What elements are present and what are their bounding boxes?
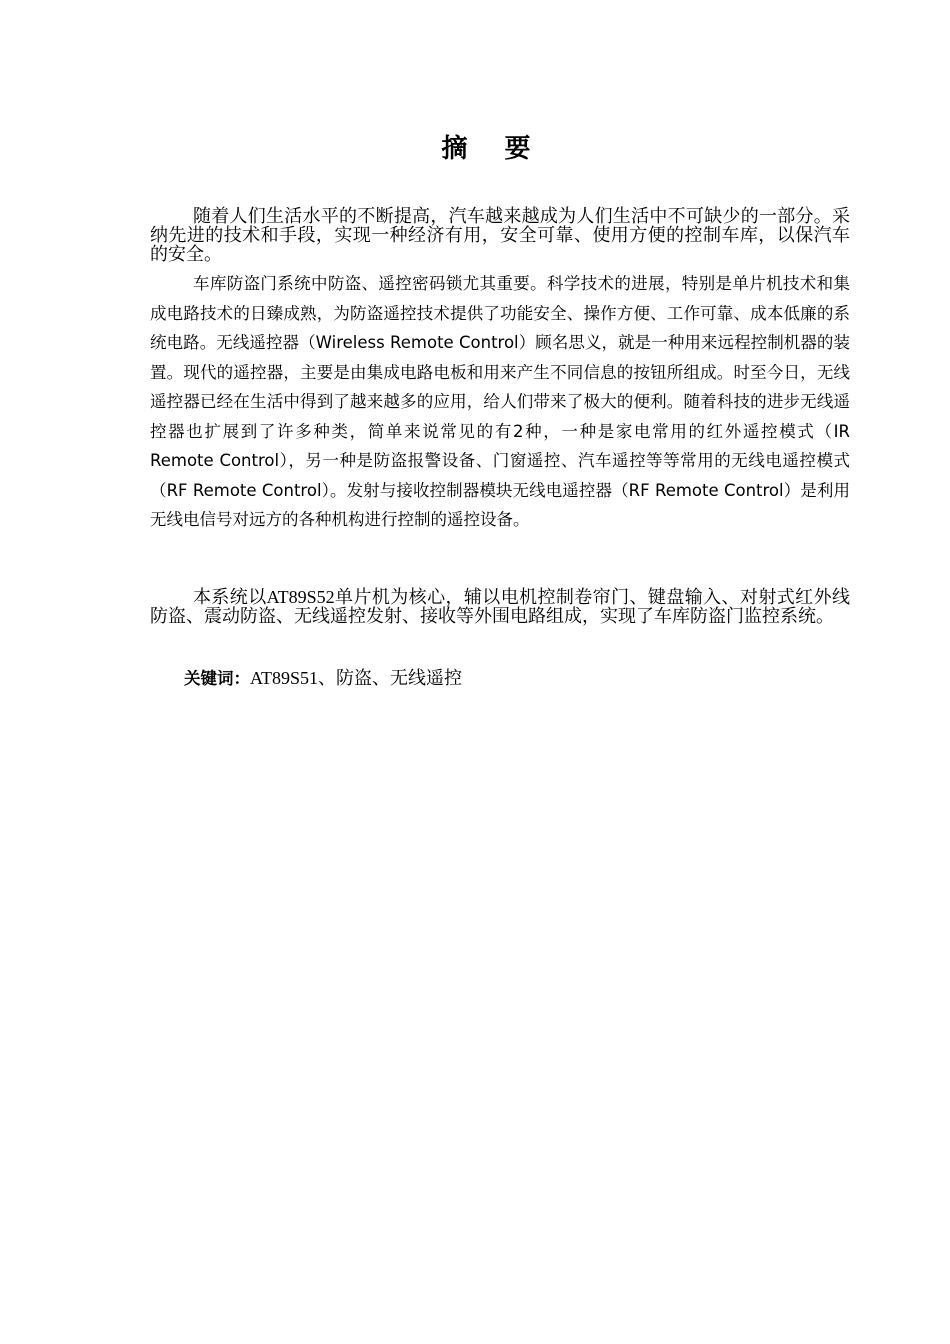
- keywords-line: [184, 667, 462, 690]
- abstract-title: 摘 要: [441, 134, 545, 164]
- abstract-paragraph-1: 随着人们生活水平的不断提高，汽车越来越成为人们生活中不可缺少的一部分。采纳先进的技术和手段，实现一种经济有用，安全可靠、使用方便的控制车库，以保汽车的安全。: [150, 206, 850, 264]
- abstract-paragraph-3: 本系统以AT89S52单片机为核心，辅以电机控制卷帘门、键盘输入、对射式红外线防盗、震动防盗、无线遥控发射、接收等外围电路组成，实现了车库防盗门监控系统。: [150, 587, 850, 626]
- keywords-value: AT89S51、防盗、无线遥控: [250, 668, 463, 688]
- abstract-paragraph-2: 车库防盗门系统中防盗、遥控密码锁尤其重要。科学技术的进展，特别是单片机技术和集成电路技术的日臻成熟，为防盗遥控技术提供了功能安全、操作方便、工作可靠、成本低廉的系统电路。无线遥控器（Wireless Remote Control）顾名思义，就是一种用来远程控制机器的装置。现代的遥控器，主要是由集成电路电板和用来产生不同信息的按钮所组成。时至今日，无线遥控器已经在生活中得到了越来越多的应用，给人们带来了极大的便利。随着科技的进步无线遥控器也扩展到了许多种类，简单来说常见的有2种，一种是家电常用的红外遥控模式（IR Remote Control），另一种是防盗报警设备、门窗遥控、汽车遥控等等常用的无线电遥控模式（RF Remote Control）。发射与接收控制器模块无线电遥控器（RF Remote Control）是利用无线电信号对远方的各种机构进行控制的遥控设备。: [150, 274, 850, 529]
- keywords-label: 关键词：: [184, 669, 250, 688]
